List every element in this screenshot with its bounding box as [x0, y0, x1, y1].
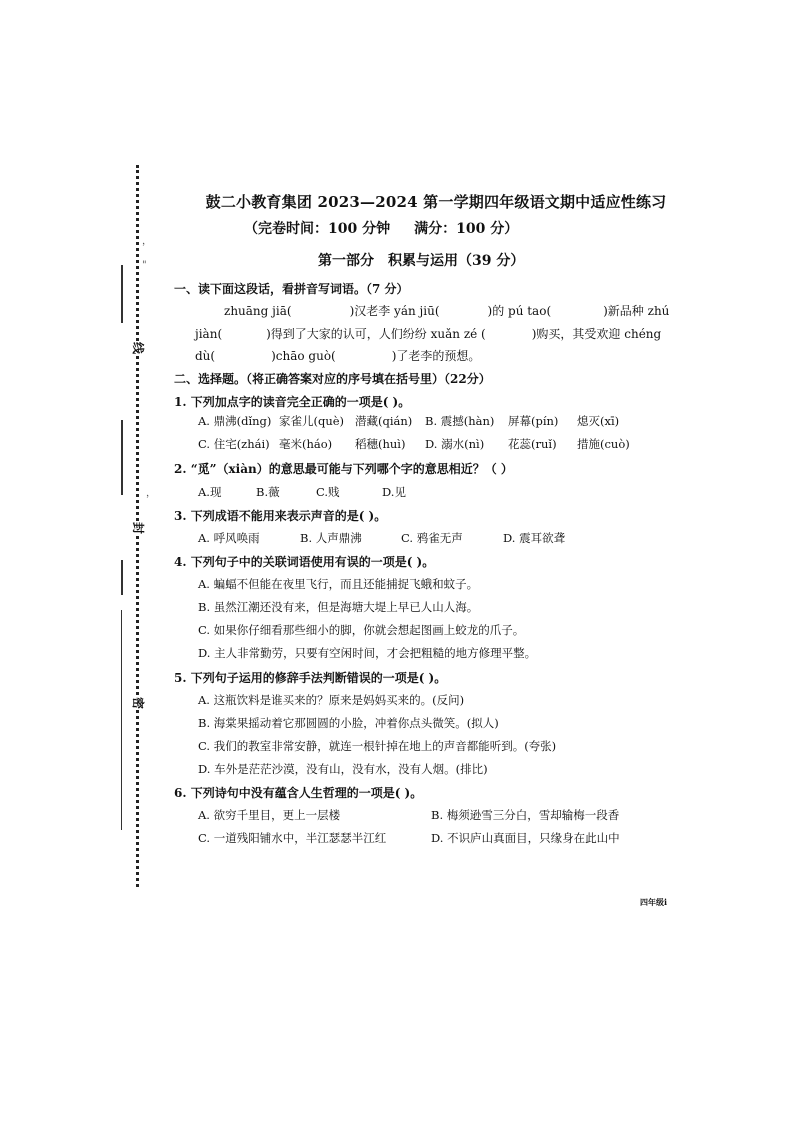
page-footer: 四年级i: [640, 897, 668, 907]
q6-option-d: D. 不识庐山真面目，只缘身在此山中: [431, 831, 620, 845]
q2-option-a: A.现: [198, 485, 222, 499]
q2-option-d: D.见: [382, 485, 406, 499]
q3-option-a: A. 呼风唤雨: [198, 531, 260, 545]
margin-rule: [121, 420, 123, 495]
margin-rule: [121, 265, 123, 323]
q3-option-b: B. 人声鼎沸: [300, 531, 362, 545]
section1-heading: 一、读下面这段话，看拼音写词语。（7 分）: [174, 282, 409, 296]
q1-option-b3: 熄灭(xī): [577, 414, 620, 428]
q6-option-a: A. 欲穷千里目，更上一层楼: [198, 808, 341, 822]
q5-option-d: D. 车外是茫茫沙漠，没有山，没有水，没有人烟。(排比): [198, 762, 488, 776]
q1-option-d3: 措施(cuò): [577, 437, 630, 451]
margin-mark: ，: [146, 488, 156, 499]
question-4-stem: 4. 下列句子中的关联词语使用有误的一项是( )。: [174, 555, 435, 569]
exam-title: 鼓二小教育集团 2023—2024 第一学期四年级语文期中适应性练习: [205, 193, 667, 211]
q1-option-c2: 毫米(háo): [279, 437, 333, 451]
q1-option-d: D. 溺水(nì): [425, 437, 485, 451]
q1-option-c3: 稻穗(huì): [355, 437, 406, 451]
q5-option-b: B. 海棠果摇动着它那圆圆的小脸，冲着你点头微笑。(拟人): [198, 716, 499, 730]
margin-mark: ": [142, 260, 147, 271]
pinyin-line-1: zhuāng jiā( )汉老李 yán jiū( )的 pú tao( )新品种 zhú: [224, 304, 670, 318]
part-heading: 第一部分 积累与运用（39 分）: [318, 253, 525, 269]
margin-mark: ，: [142, 236, 152, 247]
q1-option-a2: 家雀儿(què): [279, 414, 345, 428]
q1-option-c: C. 住宅(zhái): [198, 437, 270, 451]
section2-heading: 二、选择题。（将正确答案对应的序号填在括号里）（22分）: [174, 372, 491, 386]
margin-rule: [121, 610, 122, 830]
q1-option-d2: 花蕊(ruǐ): [508, 437, 557, 451]
question-1-stem: 1. 下列加点字的读音完全正确的一项是( )。: [174, 395, 411, 409]
pinyin-line-3: dù( )chāo guò( )了老李的预想。: [195, 349, 481, 363]
q4-option-a: A. 蝙蝠不但能在夜里飞行，而且还能捕捉飞蛾和蚊子。: [198, 577, 479, 591]
margin-char-mi: 密: [131, 696, 145, 709]
q4-option-b: B. 虽然江潮还没有来，但是海塘大堤上早已人山人海。: [198, 600, 479, 614]
q3-option-d: D. 震耳欲聋: [503, 531, 566, 545]
q6-option-b: B. 梅须逊雪三分白，雪却输梅一段香: [431, 808, 620, 822]
q6-option-c: C. 一道残阳铺水中，半江瑟瑟半江红: [198, 831, 387, 845]
q4-option-d: D. 主人非常勤劳，只要有空闲时间，才会把粗糙的地方修理平整。: [198, 646, 537, 660]
question-6-stem: 6. 下列诗句中没有蕴含人生哲理的一项是( )。: [174, 786, 423, 800]
q4-option-c: C. 如果你仔细看那些细小的脚，你就会想起图画上蛟龙的爪子。: [198, 623, 525, 637]
q1-option-a3: 潜藏(qián): [355, 414, 413, 428]
q5-option-c: C. 我们的教室非常安静，就连一根针掉在地上的声音都能听到。(夸张): [198, 739, 557, 753]
margin-rule: [121, 560, 123, 595]
q2-option-c: C.贱: [316, 485, 340, 499]
q1-option-b: B. 震撼(hàn): [425, 414, 495, 428]
q2-option-b: B.薇: [256, 485, 280, 499]
q3-option-c: C. 鸦雀无声: [401, 531, 463, 545]
q1-option-b2: 屏幕(pín): [508, 414, 559, 428]
exam-score: 满分：100 分）: [414, 221, 519, 237]
q5-option-a: A. 这瓶饮料是谁买来的？原来是妈妈买来的。(反问): [198, 693, 465, 707]
question-5-stem: 5. 下列句子运用的修辞手法判断错误的一项是( )。: [174, 671, 447, 685]
exam-time: （完卷时间：100 分钟: [244, 221, 391, 237]
pinyin-line-2: jiàn( )得到了大家的认可，人们纷纷 xuǎn zé ( )购买，其受欢迎 chéng: [195, 327, 662, 341]
question-3-stem: 3. 下列成语不能用来表示声音的是( )。: [174, 509, 387, 523]
q1-option-a: A. 鼎沸(dǐng): [198, 414, 272, 428]
margin-char-feng: 封: [131, 521, 145, 534]
exam-meta: [244, 218, 518, 238]
question-2-stem: 2. “觅”（xiàn）的意思最可能与下列哪个字的意思相近？（ ）: [174, 462, 513, 476]
margin-char-xian: 线: [131, 341, 145, 354]
